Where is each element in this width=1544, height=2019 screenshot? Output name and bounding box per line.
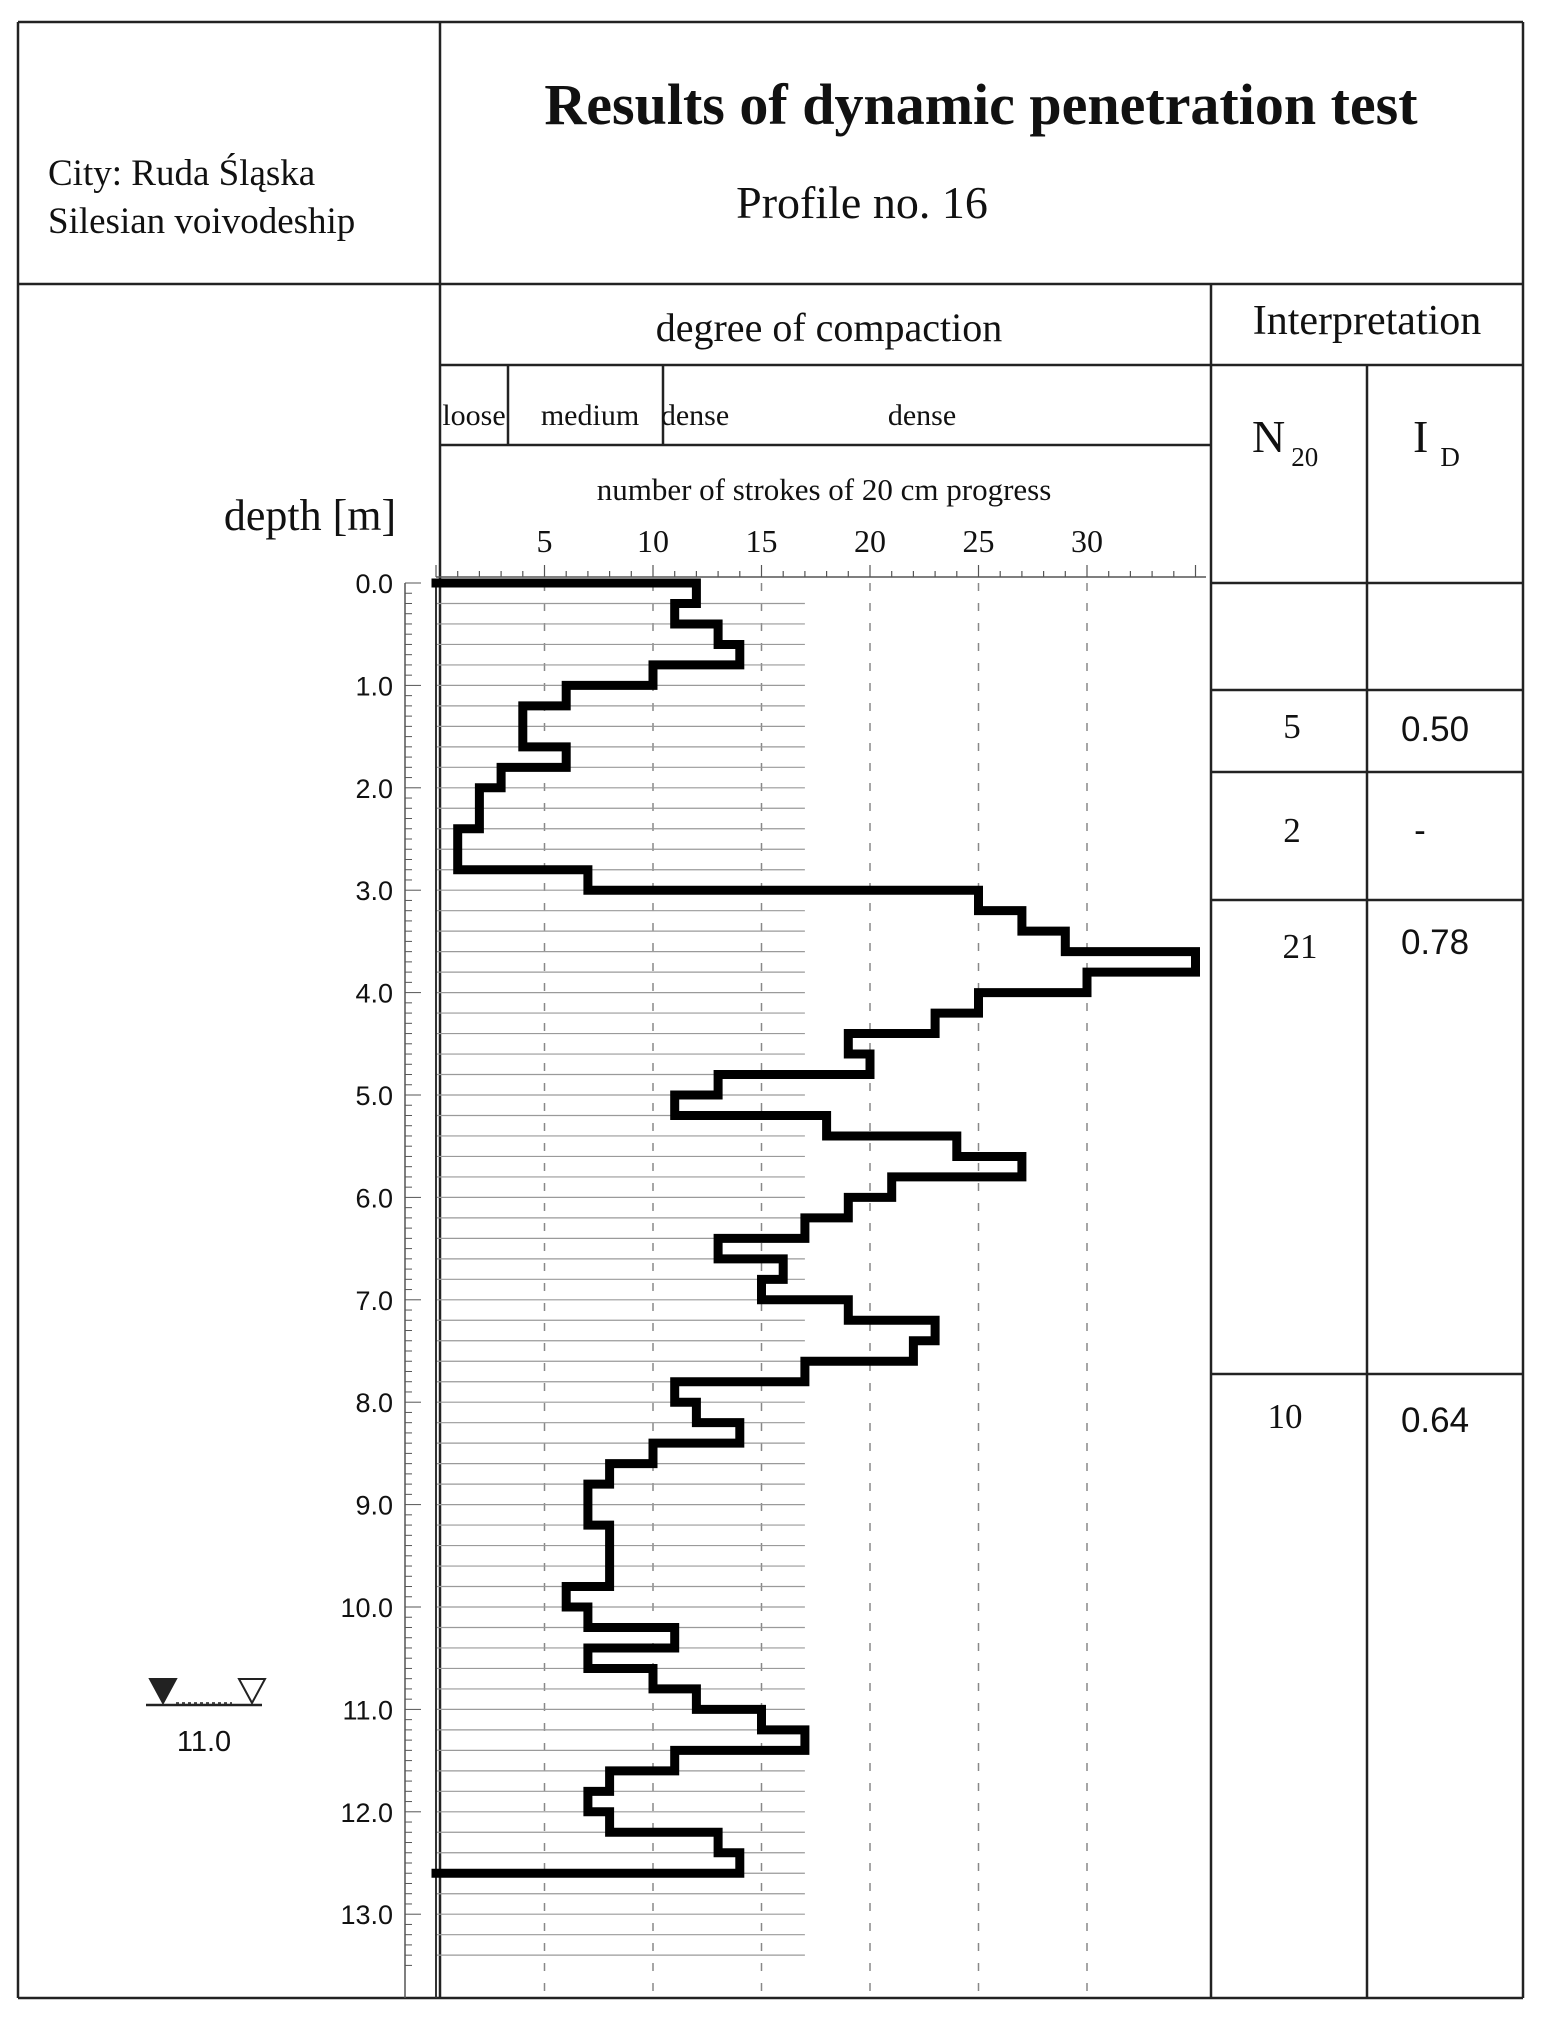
y-tick-label: 1.0	[355, 671, 393, 702]
x-axis-title: number of strokes of 20 cm progress	[596, 472, 1052, 507]
y-tick-label: 6.0	[355, 1183, 393, 1214]
n20-value: 2	[1283, 811, 1301, 850]
y-tick-label: 4.0	[355, 978, 393, 1009]
id-header-main: I	[1413, 411, 1429, 462]
grid-lines	[545, 583, 1088, 1998]
y-tick-label: 12.0	[340, 1797, 393, 1828]
id-header-sub: D	[1440, 442, 1460, 472]
compaction-heading: degree of compaction	[655, 305, 1003, 350]
series-line	[436, 583, 1196, 1873]
y-tick-label: 13.0	[340, 1900, 393, 1931]
compaction-class-medium-dense: dense	[660, 399, 730, 432]
x-tick-label: 15	[745, 523, 778, 559]
n20-header-main: N	[1252, 411, 1286, 462]
n20-header	[1252, 411, 1318, 472]
y-tick-label: 0.0	[355, 569, 393, 599]
interpretation-heading: Interpretation	[1252, 298, 1482, 344]
compaction-class-loose: loose	[442, 399, 506, 432]
y-tick-label: 9.0	[355, 1490, 393, 1521]
id-value: 0.50	[1400, 710, 1470, 749]
y-tick-labels	[340, 569, 393, 1930]
x-tick-label: 25	[962, 523, 995, 559]
n20-value: 5	[1283, 707, 1301, 746]
compaction-class-dense: dense	[887, 399, 957, 432]
y-tick-label: 3.0	[355, 876, 393, 907]
y-tick-label: 5.0	[355, 1081, 393, 1111]
compaction-class-medium: medium	[540, 399, 640, 432]
id-value: -	[1414, 811, 1426, 850]
y-tick-label: 11.0	[342, 1695, 393, 1726]
x-tick-labels	[537, 523, 1104, 559]
n20-value: 21	[1282, 927, 1318, 966]
id-value: 0.64	[1400, 1401, 1470, 1440]
water-table-icon	[146, 1679, 265, 1705]
n20-header-sub: 20	[1291, 442, 1319, 472]
n20-value: 10	[1267, 1397, 1303, 1436]
x-tick-label: 20	[854, 523, 886, 559]
y-tick-label: 10.0	[340, 1593, 393, 1623]
location-line1: City: Ruda Śląska	[48, 153, 316, 194]
id-value: 0.78	[1400, 923, 1470, 962]
y-tick-label: 2.0	[355, 773, 393, 804]
page-subtitle: Profile no. 16	[736, 177, 988, 228]
y-tick-label: 7.0	[355, 1285, 393, 1316]
y-tick-label: 8.0	[355, 1388, 393, 1419]
x-tick-label: 30	[1071, 523, 1103, 559]
id-header	[1413, 411, 1460, 472]
series-layer	[436, 583, 1196, 1873]
y-axis-title: depth [m]	[223, 491, 397, 540]
location-line2: Silesian voivodeship	[48, 201, 356, 242]
x-tick-label: 5	[536, 523, 553, 559]
x-tick-label: 10	[637, 523, 669, 559]
axes	[405, 565, 1206, 1998]
water-table-depth: 11.0	[176, 1726, 232, 1758]
page-title: Results of dynamic penetration test	[544, 72, 1418, 137]
